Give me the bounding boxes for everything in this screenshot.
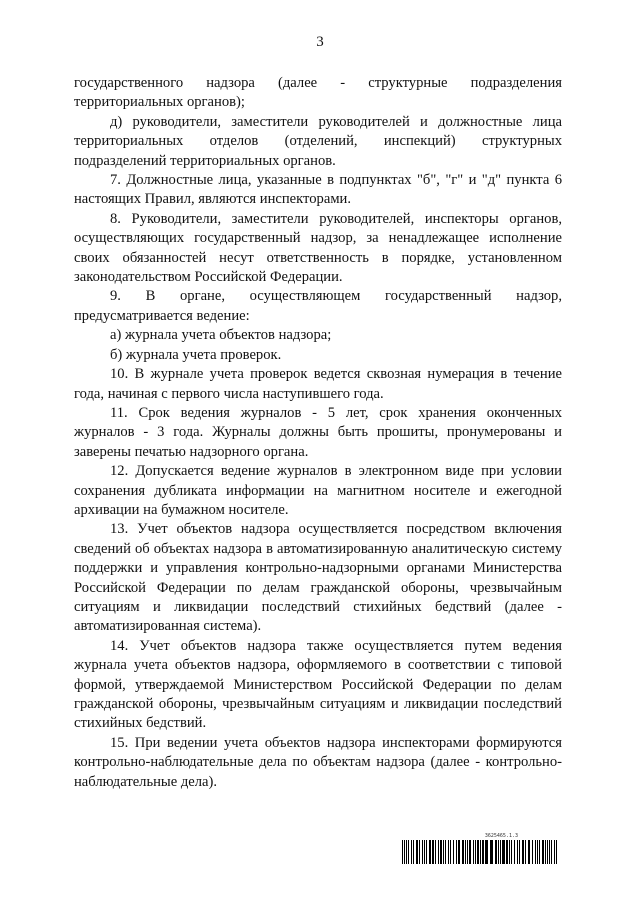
barcode-bar: [413, 840, 414, 864]
barcode-bar: [554, 840, 555, 864]
barcode-bar: [495, 840, 497, 864]
barcode-bar: [465, 840, 466, 864]
barcode-bar: [432, 840, 434, 864]
paragraph-9: 9. В органе, осуществляющем государственный надзор, предусматривается ведение:: [74, 288, 562, 324]
barcode-bar: [556, 840, 557, 864]
paragraph-9-item-b: б) журнала учета проверок.: [110, 346, 282, 363]
barcode-bar: [440, 840, 442, 864]
barcode-bar: [406, 840, 407, 864]
paragraph-11: 11. Срок ведения журналов - 5 лет, срок хранения оконченных журналов - 3 года. Журналы должны быть прошиты, пронумерованы и заверены печатью надзорного органа.: [74, 404, 562, 460]
paragraph-item-d: д) руководители, заместители руководителей и должностные лица территориальных отделов (отделений, инспекций) структурных подразделений территориальных органов.: [74, 113, 562, 169]
barcode-bar: [424, 840, 425, 864]
barcode-bar: [416, 840, 418, 864]
barcode-bar: [422, 840, 423, 864]
paragraph-continuation: государственного надзора (далее - структурные подразделения территориальных органов);: [74, 75, 562, 111]
barcode-bar: [426, 840, 427, 864]
barcode-bar: [490, 840, 493, 864]
paragraph-10: 10. В журнале учета проверок ведется сквозная нумерация в течение года, начиная с первого числа наступившего года.: [74, 366, 562, 402]
barcode-bar: [511, 840, 512, 864]
barcode-bar: [458, 840, 460, 864]
paragraph-8: 8. Руководители, заместители руководителей, инспекторы органов, осуществляющих государственный надзор, за ненадлежащее исполнение своих обязанностей несут ответственность в порядке, установленном законодательством Российской Федерации.: [74, 210, 562, 286]
paragraph-15: 15. При ведении учета объектов надзора инспекторами формируются контрольно-наблюдательные дела по объектам надзора (далее - контрольно-наблюдательные дела).: [74, 734, 562, 790]
barcode-bar: [435, 840, 436, 864]
paragraph-9-item-a: а) журнала учета объектов надзора;: [110, 327, 332, 344]
barcode-bar: [549, 840, 550, 864]
barcode-bar: [445, 840, 446, 864]
barcode-bar: [537, 840, 538, 864]
barcode-bar: [477, 840, 479, 864]
barcode-bar: [528, 840, 530, 864]
document-body: [74, 74, 562, 792]
barcode-bar: [475, 840, 476, 864]
barcode-number: 3625465.1.3: [484, 833, 518, 839]
barcode-image: [402, 840, 560, 864]
barcode-bar: [456, 840, 457, 864]
barcode-bar: [535, 840, 536, 864]
barcode-bar: [480, 840, 481, 864]
barcode-bar: [467, 840, 468, 864]
barcode-bar: [469, 840, 471, 864]
barcode-bar: [500, 840, 501, 864]
barcode-bar: [506, 840, 508, 864]
barcode-bar: [448, 840, 449, 864]
barcode-bar: [545, 840, 546, 864]
barcode-bar: [411, 840, 412, 864]
barcode-bar: [525, 840, 526, 864]
paragraph-7: 7. Должностные лица, указанные в подпунктах "б", "г" и "д" пункта 6 настоящих Правил, являются инспекторами.: [74, 172, 562, 208]
barcode-bar: [402, 840, 403, 864]
barcode-bar: [532, 840, 533, 864]
barcode-bar: [522, 840, 524, 864]
barcode-bar: [443, 840, 444, 864]
barcode-bar: [542, 840, 544, 864]
barcode-bar: [485, 840, 488, 864]
barcode-bar: [502, 840, 505, 864]
barcode-bar: [408, 840, 409, 864]
barcode-bar: [509, 840, 510, 864]
barcode-bar: [517, 840, 518, 864]
barcode-block: [402, 832, 560, 864]
paragraph-13: 13. Учет объектов надзора осуществляется посредством включения сведений об объектах надзора в автоматизированную аналитическую систему поддержки и управления контрольно-надзорными органами Министерства Российской Федерации по делам гражданской обороны, чрезвычайным ситуациям и ликвидации последствий стихийных бедствий (далее - автоматизированная система).: [74, 521, 562, 635]
barcode-bar: [473, 840, 474, 864]
barcode-bar: [551, 840, 552, 864]
barcode-bar: [519, 840, 520, 864]
barcode-bar: [514, 840, 515, 864]
barcode-bar: [498, 840, 499, 864]
barcode-bar: [438, 840, 439, 864]
barcode-bar: [429, 840, 431, 864]
barcode-bar: [419, 840, 420, 864]
barcode-bar: [462, 840, 464, 864]
barcode-bar: [404, 840, 405, 864]
barcode-bar: [539, 840, 540, 864]
barcode-bar: [482, 840, 484, 864]
barcode-bar: [547, 840, 548, 864]
page-number: 3: [316, 34, 324, 50]
barcode-bar: [450, 840, 451, 864]
paragraph-12: 12. Допускается ведение журналов в электронном виде при условии сохранения дубликата информации на магнитном носителе и ежегодной архивации на бумажном носителе.: [74, 463, 562, 518]
barcode-bar: [453, 840, 454, 864]
paragraph-14: 14. Учет объектов надзора также осуществляется путем ведения журнала учета объектов надзора, оформляемого в соответствии с типовой формой, утверждаемой Министерством Российской Федерации по делам гражданской обороны, чрезвычайным ситуациям и ликвидации последствий стихийных бедствий.: [74, 637, 562, 732]
